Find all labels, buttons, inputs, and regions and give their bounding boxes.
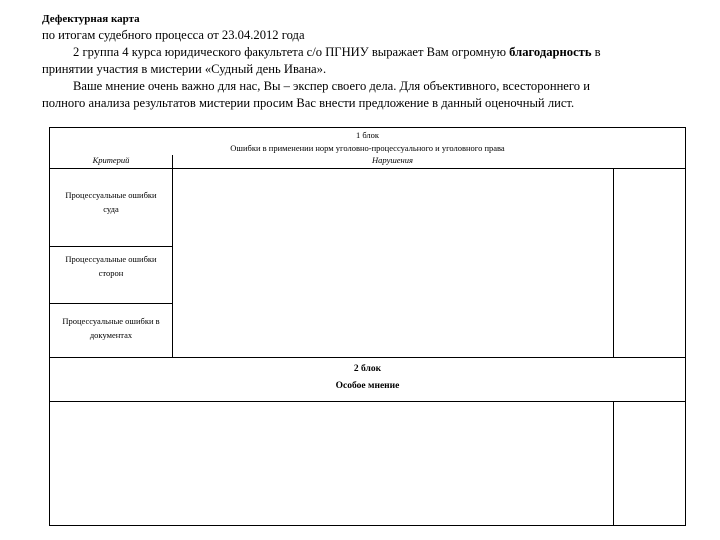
intro-line-2-text: 2 группа 4 курса юридического факультета с/о ПГНИУ выражает Вам огромную [73, 45, 510, 59]
criterion-column-header: Критерий [92, 155, 130, 165]
row-divider-1 [50, 246, 172, 247]
criterion-court-errors [50, 188, 172, 216]
document-title: Дефектурная карта [42, 13, 140, 25]
block-2-number: 2 блок [353, 364, 382, 374]
intro-line-2-end: в [591, 45, 601, 59]
intro-line-5: полного анализа результатов мистерии просим Вас внести предложение в данный оценочный лист. [42, 96, 575, 110]
criterion-court-line2: суда [103, 204, 119, 214]
block-2-header-divider [50, 401, 685, 402]
criterion-documents-line2: документах [89, 330, 133, 340]
block-1-header [50, 128, 685, 169]
intro-line-3: принятии участия в мистерии «Судный день Ивана». [42, 62, 327, 76]
criterion-court-line1: Процессуальные ошибки [65, 190, 157, 200]
column-divider-2 [613, 168, 614, 357]
intro-line-2 [42, 44, 682, 61]
block-1-number: 1 блок [355, 130, 380, 140]
block-2-subtitle: Особое мнение [335, 381, 400, 391]
intro-text [42, 12, 682, 112]
block-1-subtitle: Ошибки в применении норм уголовно-процессуального и уголовного права [230, 143, 505, 153]
violations-column-header: Нарушения [372, 155, 413, 165]
block-1-table [49, 127, 686, 358]
criterion-documents-line1: Процессуальные ошибки в [62, 316, 160, 326]
criterion-parties-line1: Процессуальные ошибки [65, 254, 157, 264]
block-2-table [49, 357, 686, 526]
intro-line-2-bold: благодарность [509, 45, 592, 59]
criterion-documents-errors [50, 314, 172, 342]
row-divider-2 [50, 303, 172, 304]
intro-line-4: Ваше мнение очень важно для нас, Вы – экспер своего дела. Для объективного, всестороннего и [73, 79, 590, 93]
criterion-parties-line2: сторон [98, 268, 124, 278]
block-2-column-divider [613, 401, 614, 525]
intro-line-1: по итогам судебного процесса от 23.04.2012 года [42, 28, 305, 42]
criterion-parties-errors [50, 252, 172, 280]
column-divider-1 [172, 155, 173, 357]
